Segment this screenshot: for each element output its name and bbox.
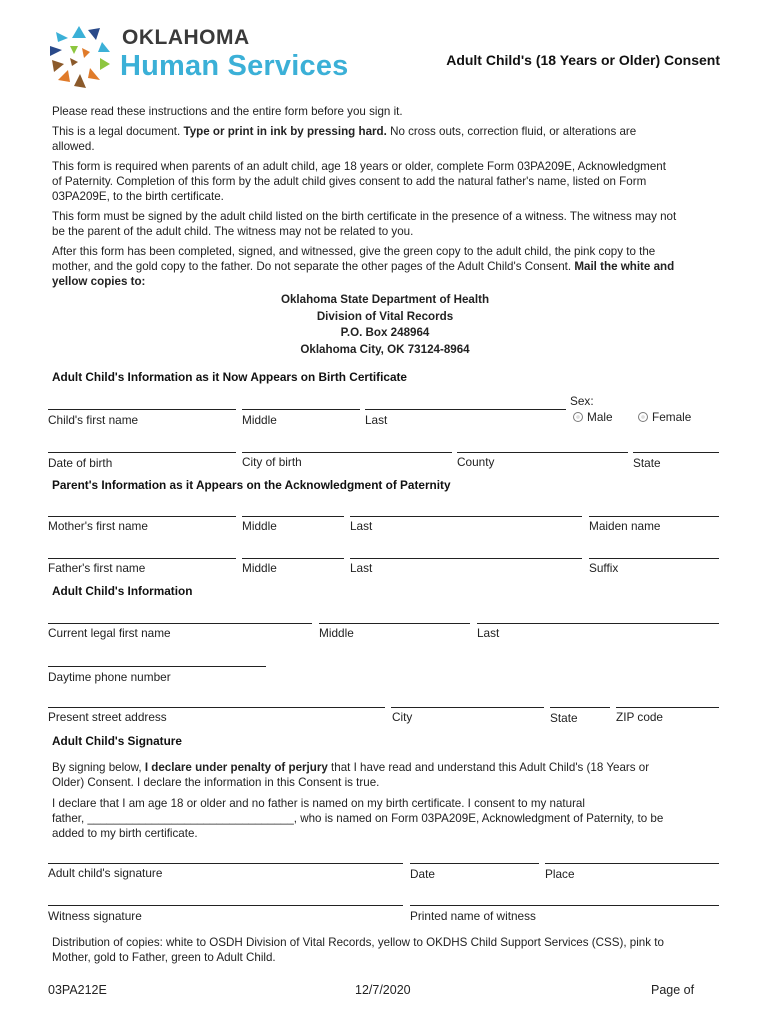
legal-middle-label: Middle <box>319 626 354 640</box>
legal-first-label: Current legal first name <box>48 626 171 640</box>
intro-p5-cont: mother, and the gold copy to the father. Do not separate the other pages of the Adult Child's Consent. Mail the white and <box>52 260 675 273</box>
distribution-note <box>52 935 732 965</box>
address-line2: Division of Vital Records <box>316 309 454 323</box>
phone-label: Daytime phone number <box>48 670 171 684</box>
logo-star-icon <box>46 24 112 90</box>
signature-place-field[interactable] <box>545 863 719 864</box>
male-radio-icon[interactable] <box>573 412 583 422</box>
intro-p3: This form is required when parents of an adult child, age 18 years or older, complete Form 03PA209E, Acknowledgment <box>52 160 666 173</box>
father-first-label: Father's first name <box>48 561 146 575</box>
city-label: City <box>392 710 413 724</box>
phone-field[interactable] <box>48 666 266 667</box>
signature-date-field[interactable] <box>410 863 539 864</box>
mailing-address <box>0 292 770 358</box>
signature-declaration <box>52 760 732 841</box>
consent-line2: father, ________________________________, who is named on Form 03PA209E, Acknowledgment of Paternity, to be <box>52 812 664 825</box>
logo-line2: Human Services <box>120 50 349 82</box>
intro-p2-cont: allowed. <box>52 140 95 153</box>
consent-line3: added to my birth certificate. <box>52 827 198 840</box>
signature-date-label: Date <box>410 867 435 881</box>
child-first-name-label: Child's first name <box>48 413 139 427</box>
father-middle-field[interactable] <box>242 558 344 559</box>
maiden-name-label: Maiden name <box>589 519 661 533</box>
street-label: Present street address <box>48 710 167 724</box>
child-middle-label: Middle <box>242 413 277 427</box>
mother-middle-field[interactable] <box>242 516 344 517</box>
intro-text <box>52 104 732 289</box>
father-last-label: Last <box>350 561 373 575</box>
adult-signature-label: Adult child's signature <box>48 866 163 880</box>
section4-title: Adult Child's Signature <box>52 734 182 748</box>
witness-signature-label: Witness signature <box>48 909 142 923</box>
intro-p5: After this form has been completed, signed, and witnessed, give the green copy to the adult child, the pink copy to the <box>52 245 656 258</box>
mother-last-field[interactable] <box>350 516 582 517</box>
suffix-label: Suffix <box>589 561 619 575</box>
intro-p5-end: yellow copies to: <box>52 275 146 288</box>
state-label: State <box>633 456 661 470</box>
distribution-line1: Distribution of copies: white to OSDH Division of Vital Records, yellow to OKDHS Child Support Services (CSS), pink to <box>52 936 664 949</box>
county-field[interactable] <box>457 452 628 453</box>
intro-p4-cont: be the parent of the adult child. The witness may not be related to you. <box>52 225 414 238</box>
address-line1: Oklahoma State Department of Health <box>280 293 490 306</box>
state-field[interactable] <box>633 452 719 453</box>
address-state-label: State <box>550 711 578 725</box>
agency-logo <box>46 22 356 92</box>
intro-p3-cont: of Paternity. Completion of this form by the adult child gives consent to add the natural father's name, listed on Form <box>52 175 647 188</box>
mother-first-label: Mother's first name <box>48 519 148 533</box>
intro-p2: This is a legal document. Type or print in ink by pressing hard. No cross outs, correction fluid, or alterations are <box>52 125 637 138</box>
form-title: Adult Child's (18 Years or Older) Consent <box>446 52 720 68</box>
child-last-label: Last <box>365 413 388 427</box>
witness-name-label: Printed name of witness <box>410 909 536 923</box>
form-number: 03PA212E <box>48 983 107 997</box>
section2-title: Parent's Information as it Appears on the Acknowledgment of Paternity <box>52 478 451 492</box>
zip-field[interactable] <box>616 707 719 708</box>
dob-label: Date of birth <box>48 456 113 470</box>
legal-first-field[interactable] <box>48 623 312 624</box>
intro-p3-end: 03PA209E, to the birth certificate. <box>52 190 224 203</box>
city-of-birth-field[interactable] <box>242 452 452 453</box>
county-label: County <box>457 455 495 469</box>
mother-middle-label: Middle <box>242 519 277 533</box>
father-last-field[interactable] <box>350 558 582 559</box>
distribution-line2: Mother, gold to Father, green to Adult Child. <box>52 951 276 964</box>
father-first-field[interactable] <box>48 558 236 559</box>
maiden-name-field[interactable] <box>589 516 719 517</box>
declaration-line1: By signing below, I declare under penalty of perjury that I have read and understand this Adult Child's (18 Years or <box>52 761 650 774</box>
address-line3: P.O. Box 248964 <box>340 326 430 339</box>
witness-signature-field[interactable] <box>48 905 403 906</box>
city-field[interactable] <box>391 707 544 708</box>
father-middle-label: Middle <box>242 561 277 575</box>
legal-last-field[interactable] <box>477 623 719 624</box>
section1-title: Adult Child's Information as it Now Appears on Birth Certificate <box>52 370 407 384</box>
intro-p4: This form must be signed by the adult child listed on the birth certificate in the presence of a witness. The witness may not <box>52 210 677 223</box>
legal-middle-field[interactable] <box>319 623 470 624</box>
address-state-field[interactable] <box>550 707 610 708</box>
child-last-field[interactable] <box>365 409 566 410</box>
legal-last-label: Last <box>477 626 500 640</box>
logo-line1: OKLAHOMA <box>122 26 250 49</box>
city-of-birth-label: City of birth <box>242 455 302 469</box>
zip-label: ZIP code <box>616 710 663 724</box>
witness-name-field[interactable] <box>410 905 719 906</box>
sex-label: Sex: <box>570 394 594 408</box>
sex-male-option[interactable]: Male <box>573 410 613 424</box>
declaration-line2: Older) Consent. I declare the information in this Consent is true. <box>52 776 380 789</box>
street-field[interactable] <box>48 707 385 708</box>
dob-field[interactable] <box>48 452 236 453</box>
signature-place-label: Place <box>545 867 575 881</box>
child-middle-field[interactable] <box>242 409 360 410</box>
adult-signature-field[interactable] <box>48 863 403 864</box>
child-first-name-field[interactable] <box>48 409 236 410</box>
page-number: Page of <box>651 983 695 997</box>
suffix-field[interactable] <box>589 558 719 559</box>
mother-first-field[interactable] <box>48 516 236 517</box>
intro-p1: Please read these instructions and the entire form before you sign it. <box>52 105 403 118</box>
sex-female-option[interactable]: Female <box>638 410 691 424</box>
form-date: 12/7/2020 <box>355 983 411 997</box>
female-radio-icon[interactable] <box>638 412 648 422</box>
consent-line1: I declare that I am age 18 or older and no father is named on my birth certificate. I consent to my natural <box>52 797 585 810</box>
mother-last-label: Last <box>350 519 373 533</box>
address-line4: Oklahoma City, OK 73124-8964 <box>300 342 470 356</box>
section3-title: Adult Child's Information <box>52 584 193 598</box>
